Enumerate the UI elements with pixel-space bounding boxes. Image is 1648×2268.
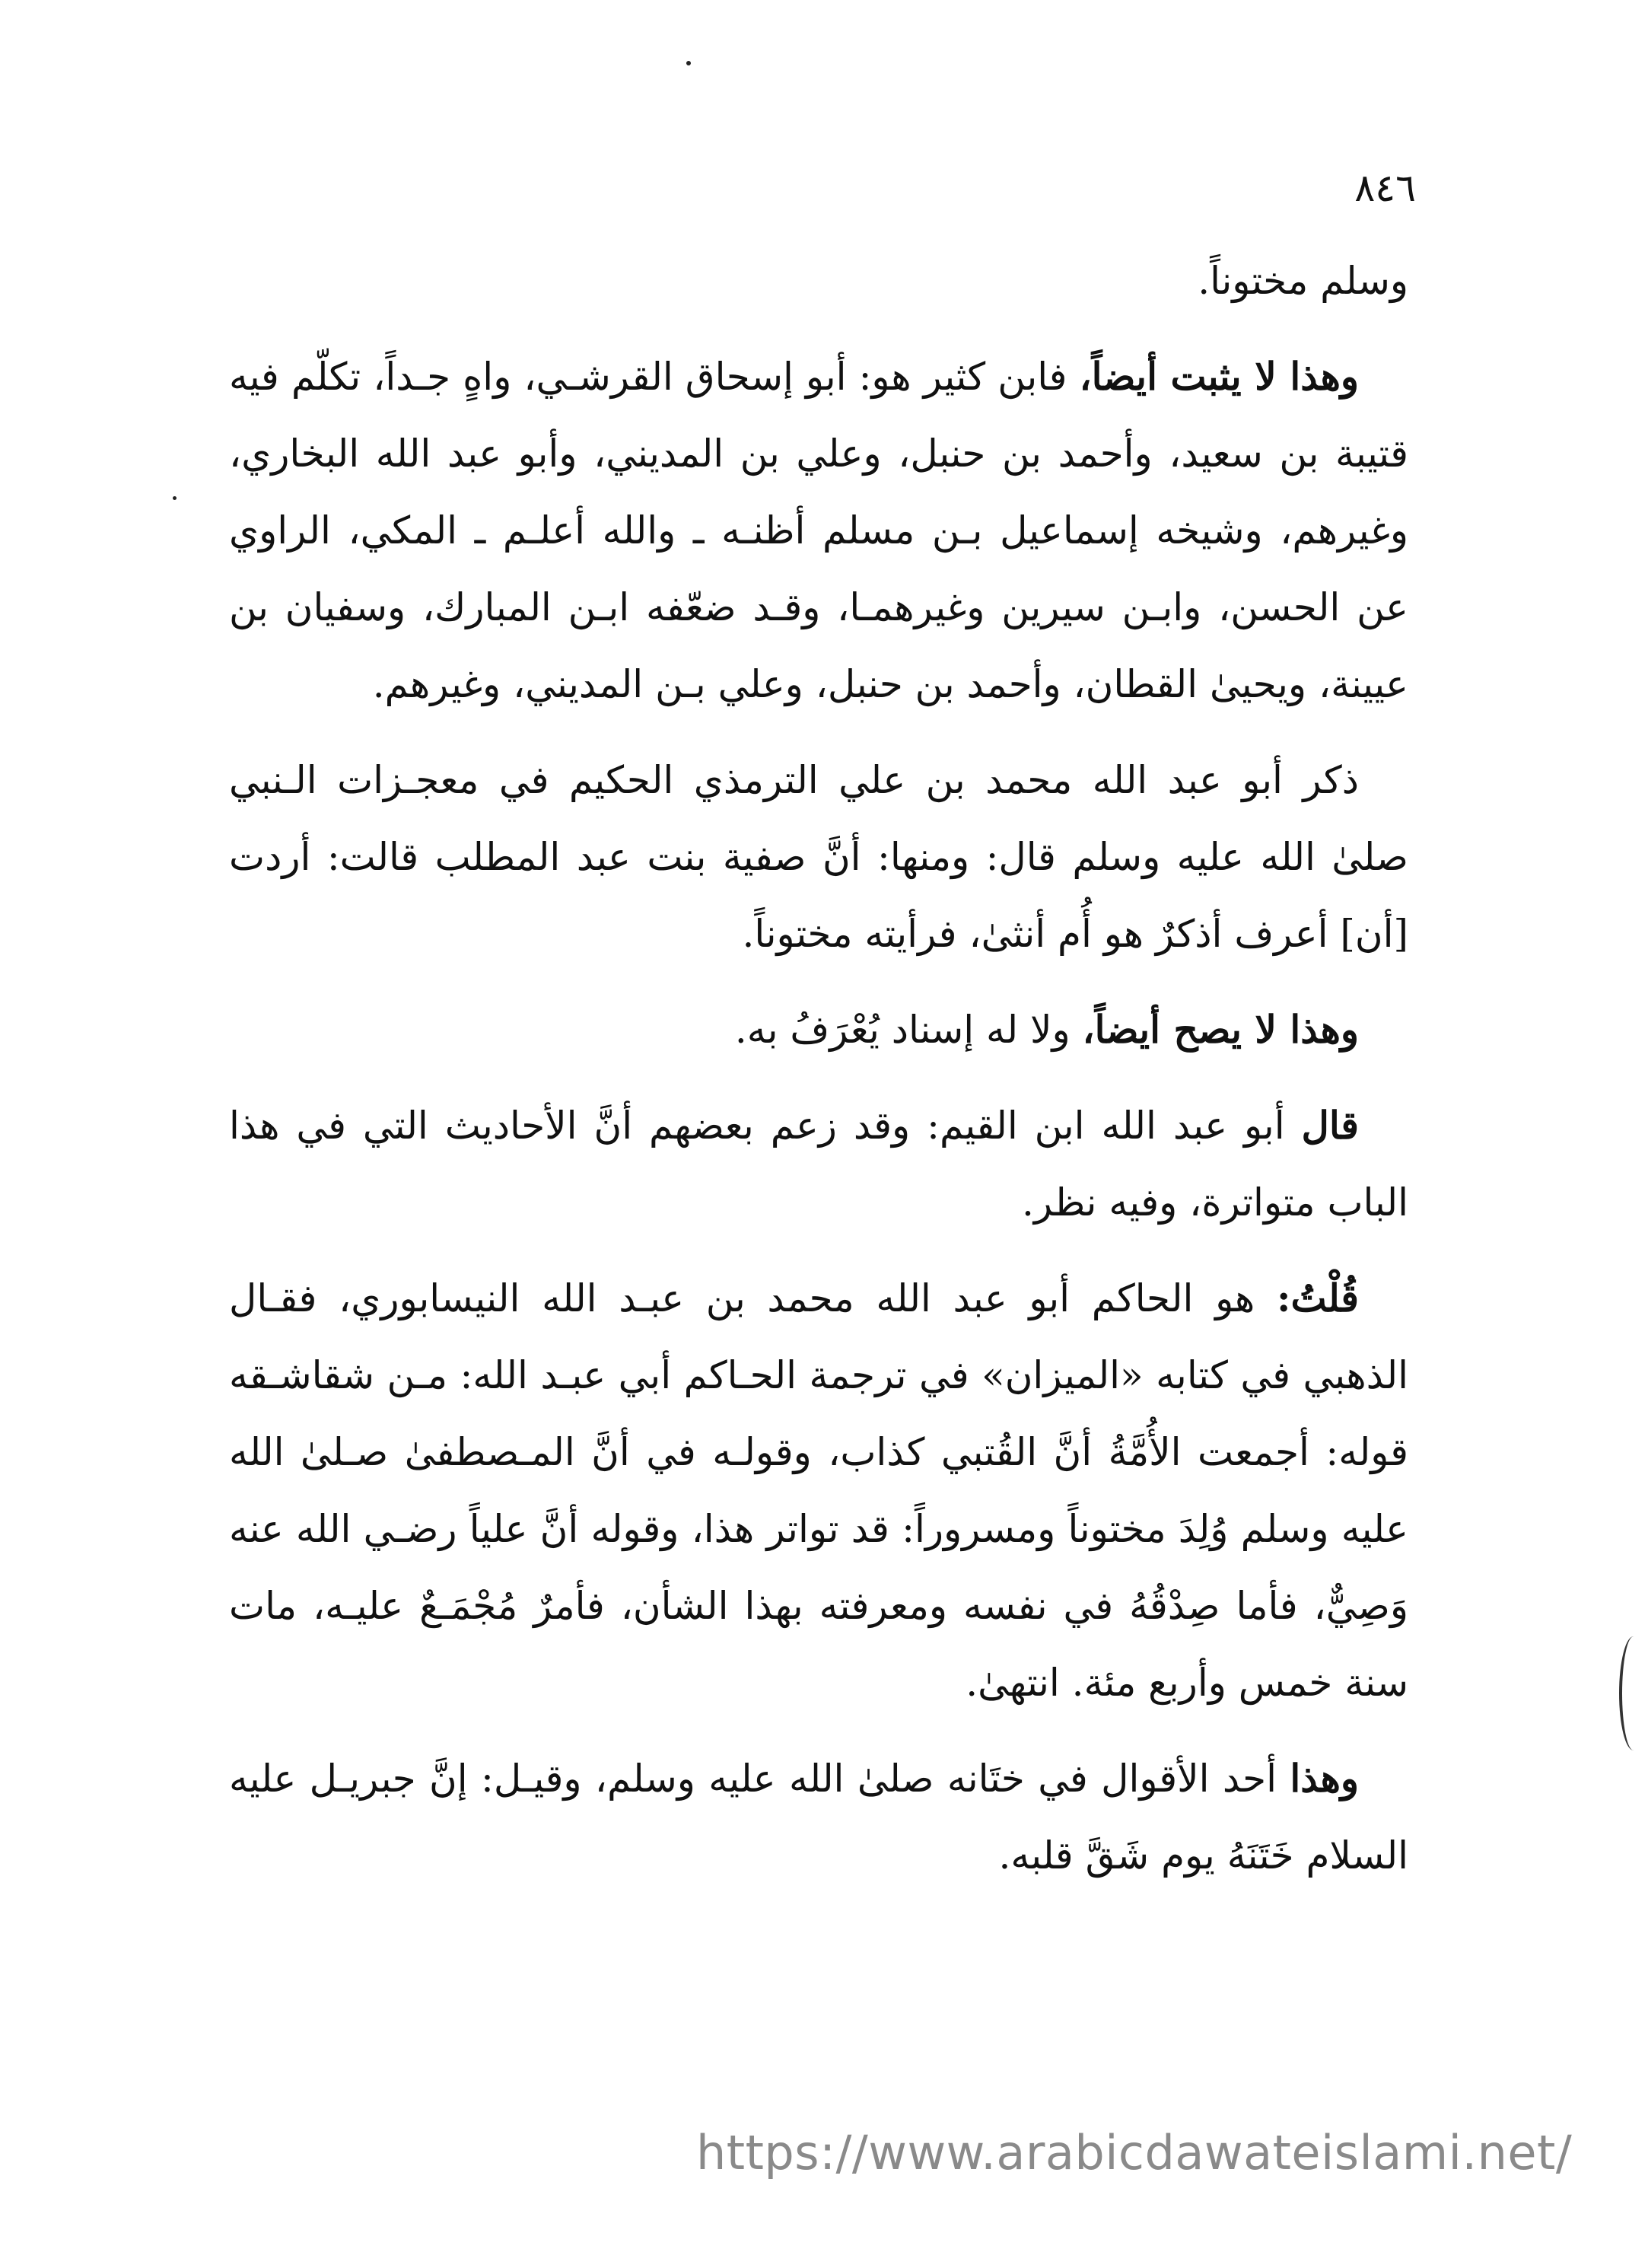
binding-edge-mark bbox=[1619, 1636, 1648, 1750]
paragraph-2-text: فابن كثير هو: أبو إسحاق القرشـي، واهٍ جـداً، تكلّم فيه قتيبة بن سعيد، وأحمد بن حنبل، وعلي بن المديني، وأبو عبد الله البخاري، وغيرهم، وشيخه إسماعيل بـن مسلم أظنـه ـ والله أعلـم ـ المكي، الراوي عن الحسن، وابـن سيرين وغيرهمـا، وقـد ضعّفه ابـن المبارك، وسفيان بن عيينة، ويحيىٰ القطان، وأحمد بن حنبل، وعلي بـن المديني، وغيرهم. bbox=[229, 355, 1408, 706]
paragraph-2 bbox=[229, 338, 1408, 723]
page-number: ٨٤٦ bbox=[1354, 166, 1416, 210]
scan-speck bbox=[686, 61, 691, 65]
paragraph-5-text: أبو عبد الله ابن القيم: وقد زعم بعضهم أنَّ الأحاديث التي في هذا الباب متواترة، وفيه نظر. bbox=[229, 1104, 1408, 1225]
paragraph-6 bbox=[229, 1260, 1408, 1722]
paragraph-5-lead: قال bbox=[1301, 1103, 1359, 1148]
paragraph-7 bbox=[229, 1740, 1408, 1894]
paragraph-7-lead: وهذا bbox=[1290, 1756, 1359, 1801]
paragraph-3 bbox=[229, 741, 1408, 973]
paragraph-4-lead: وهذا لا يصح أيضاً، bbox=[1082, 1007, 1359, 1052]
watermark-url: https://www.arabicdawateislami.net/ bbox=[696, 2125, 1573, 2180]
paragraph-4 bbox=[229, 991, 1408, 1069]
page-body bbox=[229, 242, 1408, 1913]
scan-speck bbox=[173, 496, 177, 500]
paragraph-2-lead: وهذا لا يثبت أيضاً، bbox=[1079, 354, 1359, 399]
paragraph-1 bbox=[229, 242, 1408, 320]
paragraph-3-text: ذكر أبو عبد الله محمد بن علي الترمذي الحكيم في معجـزات الـنبي صلىٰ الله عليه وسلم قال: ومنها: أنَّ صفية بنت عبد المطلب قالت: أردت [أن] أعرف أذكرٌ هو أُم أنثىٰ، فرأيته مختوناً. bbox=[229, 758, 1408, 956]
paragraph-6-lead: قُلْتُ: bbox=[1276, 1276, 1359, 1320]
paragraph-1-text: وسلم مختوناً. bbox=[1198, 259, 1408, 303]
paragraph-7-text: أحد الأقوال في ختَانه صلىٰ الله عليه وسلم، وقيـل: إنَّ جبريـل عليه السلام خَتَنَهُ يوم شَقَّ قلبه. bbox=[229, 1757, 1408, 1878]
paragraph-5 bbox=[229, 1087, 1408, 1241]
paragraph-4-text: ولا له إسناد يُعْرَفُ به. bbox=[734, 1008, 1083, 1052]
paragraph-6-text: هو الحاكم أبو عبد الله محمد بن عبـد الله النيسابوري، فقـال الذهبي في كتابه «الميزان» في ترجمة الحـاكم أبي عبـد الله: مـن شقاشـقه قوله: أجمعت الأُمَّةُ أنَّ القُتبي كذاب، وقولـه في أنَّ المـصطفىٰ صـلىٰ الله عليه وسلم وُلِدَ مختوناً ومسروراً: قد تواتر هذا، وقوله أنَّ علياً رضـي الله عنه وَصِيٌّ، فأما صِدْقُهُ في نفسه ومعرفته بهذا الشأن، فأمرٌ مُجْمَـعٌ عليـه، مات سنة خمس وأربع مئة. انتهىٰ. bbox=[229, 1276, 1408, 1705]
